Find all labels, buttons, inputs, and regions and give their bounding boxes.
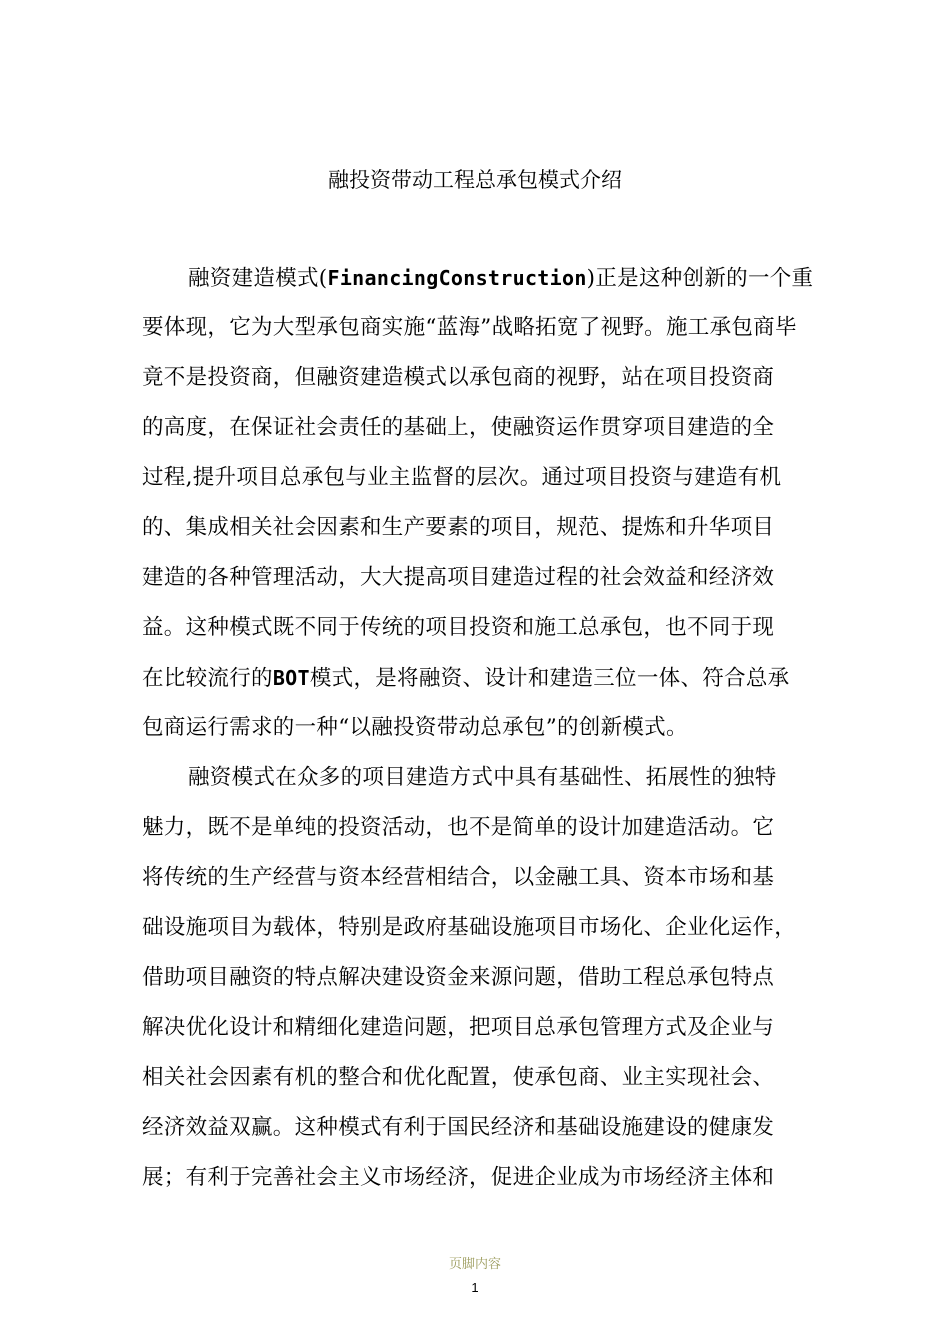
paragraph-1-line-8: 益。这种模式既不同于传统的项目投资和施工总承包，也不同于现 [142, 615, 775, 640]
paragraph-2-line-9: 展；有利于完善社会主义市场经济，促进企业成为市场经济主体和 [142, 1165, 775, 1190]
paragraph-1-line-7: 建造的各种管理活动，大大提高项目建造过程的社会效益和经济效 [142, 565, 775, 590]
paragraph-2-line-1: 融资模式在众多的项目建造方式中具有基础性、拓展性的独特 [188, 765, 777, 790]
page-title: 融投资带动工程总承包模式介绍 [328, 168, 622, 192]
paragraph-2-line-8: 经济效益双赢。这种模式有利于国民经济和基础设施建设的健康发 [142, 1115, 775, 1140]
paragraph-1-line-6: 的、集成相关社会因素和生产要素的项目，规范、提炼和升华项目 [142, 515, 775, 540]
text-run: 模式，是将融资、设计和建造三位一体、符合总承 [309, 666, 790, 691]
paragraph-2-line-5: 借助项目融资的特点解决建设资金来源问题，借助工程总承包特点 [142, 965, 775, 990]
page-number: 1 [471, 1280, 479, 1295]
footer-label: 页脚内容 [448, 1257, 501, 1272]
paragraph-2-line-6: 解决优化设计和精细化建造问题，把项目总承包管理方式及企业与 [142, 1015, 775, 1040]
document-body [142, 258, 818, 1208]
paragraph-1-line-9 [142, 658, 818, 708]
paragraph-2-line-7: 相关社会因素有机的整合和优化配置，使承包商、业主实现社会、 [142, 1065, 775, 1090]
paragraph-1-line-2: 要体现，它为大型承包商实施“蓝海”战略拓宽了视野。施工承包商毕 [142, 315, 797, 340]
paragraph-1-line-10: 包商运行需求的一种“以融投资带动总承包”的创新模式。 [142, 715, 688, 740]
text-run: )正是这种创新的一个重 [586, 266, 814, 291]
text-run: 融资建造模式( [188, 266, 328, 291]
paragraph-1-line-4: 的高度，在保证社会责任的基础上，使融资运作贯穿项目建造的全 [142, 415, 775, 440]
paragraph-2-line-2: 魅力，既不是单纯的投资活动，也不是简单的设计加建造活动。它 [142, 815, 775, 840]
paragraph-1-line-3: 竟不是投资商，但融资建造模式以承包商的视野，站在项目投资商 [142, 365, 775, 390]
paragraph-1-line-5: 过程,提升项目总承包与业主监督的层次。通过项目投资与建造有机 [142, 465, 782, 490]
paragraph-1-line-1 [142, 258, 818, 308]
paragraph-2-line-3: 将传统的生产经营与资本经营相结合，以金融工具、资本市场和基 [142, 865, 775, 890]
paragraph-2-line-4: 础设施项目为载体，特别是政府基础设施项目市场化、企业化运作， [142, 915, 797, 940]
english-term: BOT [272, 666, 310, 690]
text-run: 在比较流行的 [142, 666, 273, 691]
english-term: FinancingConstruction [327, 266, 587, 290]
